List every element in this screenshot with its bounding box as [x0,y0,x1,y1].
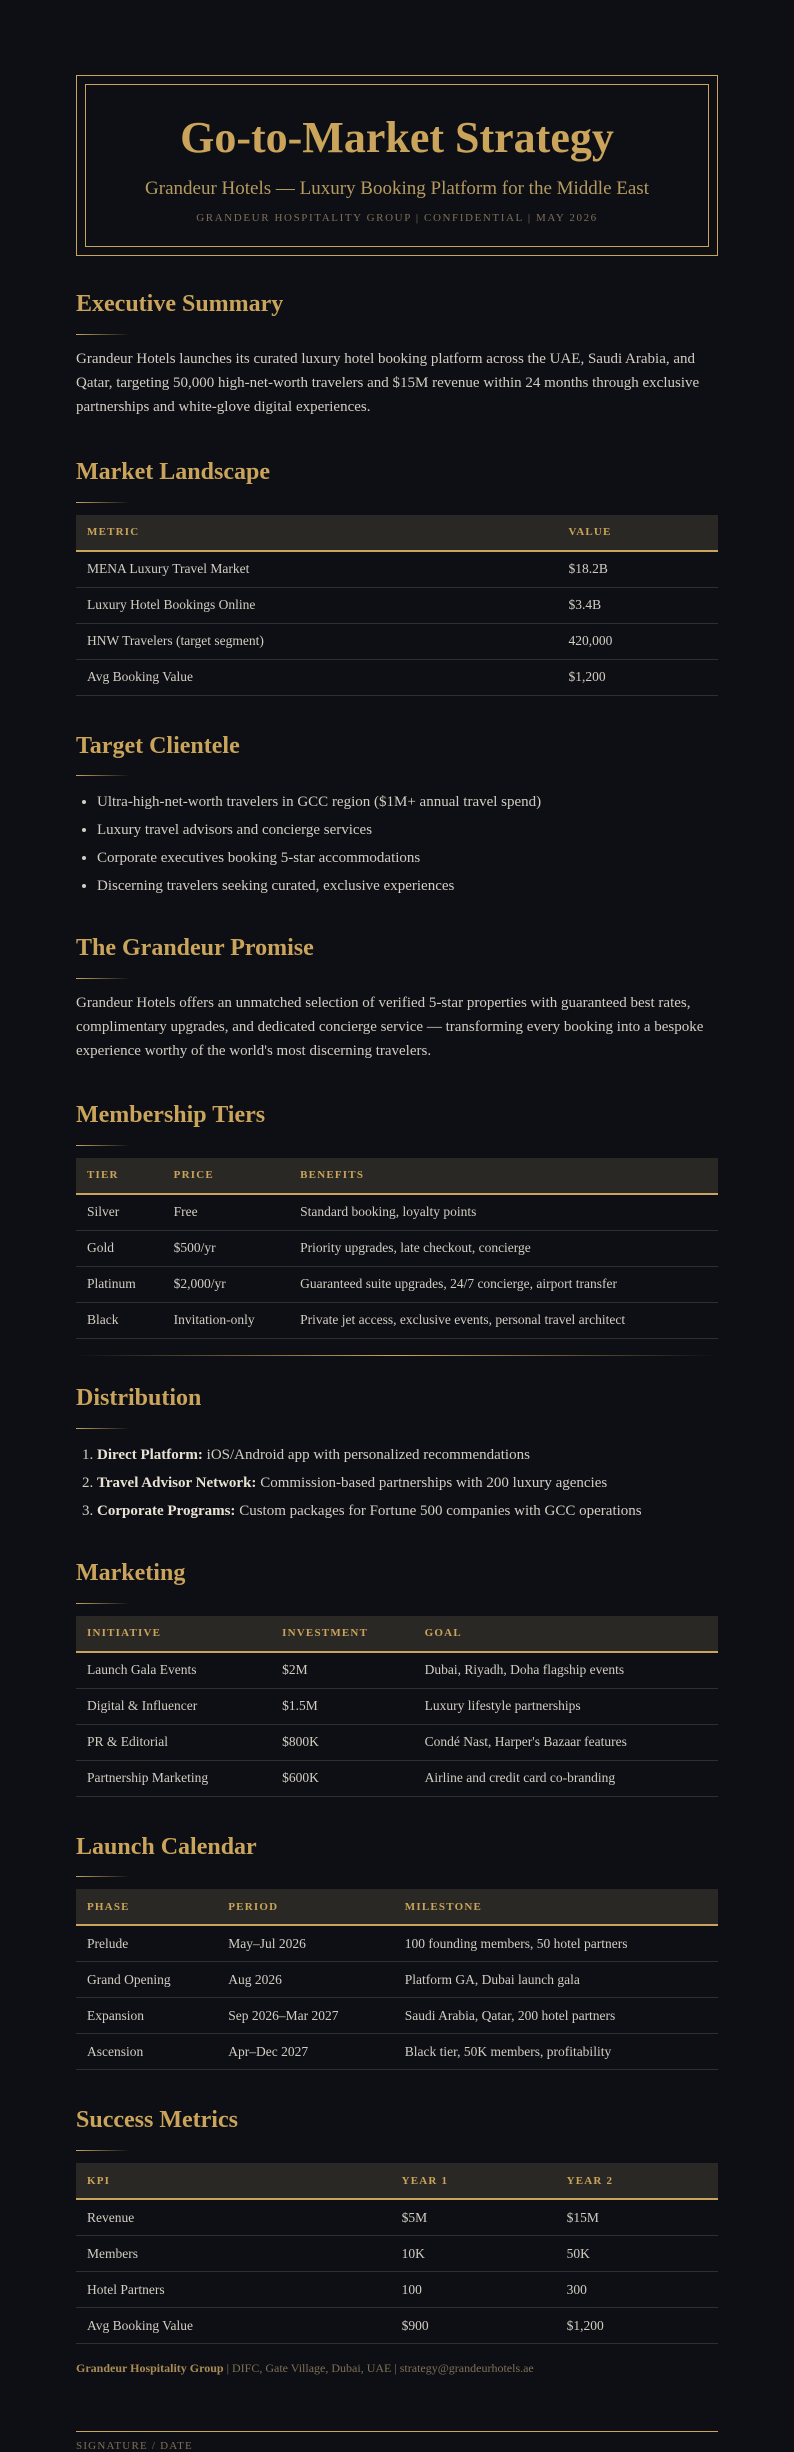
column-header: PRICE [163,1158,289,1194]
target-clientele-section [76,732,718,901]
marketing-section [76,1559,718,1797]
section-heading: Success Metrics [76,2107,238,2134]
executive-summary-section [76,290,718,419]
table-cell: Luxury Hotel Bookings Online [76,587,558,623]
table-cell: Black tier, 50K members, profitability [394,2034,718,2070]
section-heading: Membership Tiers [76,1102,266,1129]
list-item: • Luxury travel advisors and concierge services [97,816,718,844]
table-cell: Partnership Marketing [76,1760,271,1796]
table-row [76,2199,718,2236]
table-row [76,1925,718,1962]
table-header-row [76,1616,718,1652]
footer-org: Grandeur Hospitality Group [76,2361,224,2376]
market-landscape-section [76,458,718,696]
success-metrics-section [76,2106,718,2344]
column-header: KPI [76,2163,391,2199]
list-item: • Discerning travelers seeking curated, exclusive experiences [97,872,718,900]
table-cell: $18.2B [558,551,719,588]
column-header: PHASE [76,1889,217,1925]
table-cell: 50K [556,2236,718,2272]
table-header-row [76,2163,718,2199]
table-cell: Priority upgrades, late checkout, concierge [289,1230,718,1266]
table-cell: Digital & Influencer [76,1688,271,1724]
title-frame-inner [85,84,709,247]
table-cell: $800K [271,1724,414,1760]
column-header: VALUE [558,515,719,551]
section-heading: Market Landscape [76,458,270,485]
table-cell: HNW Travelers (target segment) [76,623,558,659]
table-row [76,623,718,659]
table-row [76,1652,718,1689]
table-cell: $900 [391,2308,556,2344]
table-cell: Standard booking, loyalty points [289,1194,718,1231]
heading-rule [76,1876,130,1877]
table-cell: PR & Editorial [76,1724,271,1760]
column-header: YEAR 1 [391,2163,556,2199]
section-heading: Launch Calendar [76,1833,257,1860]
table-cell: 10K [391,2236,556,2272]
table-cell: Avg Booking Value [76,2308,391,2344]
table-cell: Black [76,1302,163,1338]
membership-tiers-section [76,1101,718,1356]
table-cell: Hotel Partners [76,2272,391,2308]
table-header-row [76,1158,718,1194]
list-item [97,1469,718,1497]
section-heading: Target Clientele [76,732,240,759]
table-cell: $1,200 [556,2308,718,2344]
table-cell: Ascension [76,2034,217,2070]
clientele-list [76,788,718,900]
footer [76,2361,718,2376]
list-item-text: Commission-based partnerships with 200 luxury agencies [256,1474,608,1491]
table-row [76,1302,718,1338]
table-cell: May–Jul 2026 [217,1925,394,1962]
table-cell: Launch Gala Events [76,1652,271,1689]
table-cell: $3.4B [558,587,719,623]
section-heading: Distribution [76,1384,202,1411]
table-cell: Invitation-only [163,1302,289,1338]
list-item-text: Custom packages for Fortune 500 companies with GCC operations [235,1502,642,1519]
table-cell: $5M [391,2199,556,2236]
table-cell: Expansion [76,1998,217,2034]
table-row [76,2236,718,2272]
table-cell: Private jet access, exclusive events, personal travel architect [289,1302,718,1338]
document [76,0,718,2452]
heading-rule [76,2150,130,2151]
heading-rule [76,1603,130,1604]
document-meta: GRANDEUR HOSPITALITY GROUP | CONFIDENTIAL | MAY 2026 [196,211,598,224]
table-cell: MENA Luxury Travel Market [76,551,558,588]
table-header-row [76,515,718,551]
column-header: TIER [76,1158,163,1194]
table-row [76,551,718,588]
list-item: • Corporate executives booking 5-star accommodations [97,844,718,872]
table-cell: Free [163,1194,289,1231]
table-cell: 100 [391,2272,556,2308]
table-cell: $500/yr [163,1230,289,1266]
section-heading: Executive Summary [76,291,284,317]
distribution-section [76,1384,718,1525]
table-row [76,659,718,695]
grandeur-promise-section [76,934,718,1063]
heading-rule [76,1145,130,1146]
table-cell: $2,000/yr [163,1266,289,1302]
column-header: MILESTONE [394,1889,718,1925]
table-cell: Airline and credit card co-branding [414,1760,718,1796]
table-cell: $2M [271,1652,414,1689]
table-cell: $1,200 [558,659,719,695]
table-cell: Sep 2026–Mar 2027 [217,1998,394,2034]
section-heading: The Grandeur Promise [76,935,314,962]
list-item-label: Corporate Programs: [97,1502,236,1519]
table-cell: Grand Opening [76,1962,217,1998]
section-heading: Marketing [76,1559,186,1586]
column-header: PERIOD [217,1889,394,1925]
table-cell: Dubai, Riyadh, Doha flagship events [414,1652,718,1689]
table-cell: Saudi Arabia, Qatar, 200 hotel partners [394,1998,718,2034]
table-row [76,1962,718,1998]
table-row [76,1998,718,2034]
table-header-row [76,1889,718,1925]
metrics-table [76,2163,718,2344]
table-row [76,1724,718,1760]
marketing-table [76,1616,718,1797]
table-cell: Aug 2026 [217,1962,394,1998]
table-cell: 100 founding members, 50 hotel partners [394,1925,718,1962]
table-cell: Prelude [76,1925,217,1962]
table-cell: $1.5M [271,1688,414,1724]
table-cell: 300 [556,2272,718,2308]
table-cell: $15M [556,2199,718,2236]
tiers-table [76,1158,718,1339]
table-row [76,2272,718,2308]
heading-rule [76,775,130,776]
table-cell: Platinum [76,1266,163,1302]
heading-rule [76,502,130,503]
distribution-list [76,1441,718,1525]
column-header: METRIC [76,515,558,551]
title-frame [76,75,718,256]
table-row [76,587,718,623]
table-cell: Members [76,2236,391,2272]
column-header: GOAL [414,1616,718,1652]
table-cell: Platform GA, Dubai launch gala [394,1962,718,1998]
table-cell: Luxury lifestyle partnerships [414,1688,718,1724]
column-header: INVESTMENT [271,1616,414,1652]
table-cell: Gold [76,1230,163,1266]
column-header: YEAR 2 [556,2163,718,2199]
table-cell: $600K [271,1760,414,1796]
table-cell: Apr–Dec 2027 [217,2034,394,2070]
heading-rule [76,1428,130,1429]
signature-label: SIGNATURE / DATE [76,2440,193,2452]
calendar-table [76,1889,718,2070]
list-item-text: iOS/Android app with personalized recommendations [202,1446,530,1463]
list-item: • Ultra-high-net-worth travelers in GCC region ($1M+ annual travel spend) [97,788,718,816]
column-header: INITIATIVE [76,1616,271,1652]
heading-rule [76,334,130,335]
executive-summary-text: Grandeur Hotels launches its curated luxury hotel booking platform across the UAE, Saudi Arabia, and Qatar, targeting 50,000 high-net-worth travelers and $15M revenue within 24 months through exclusive partnerships and white-glove digital experiences. [76,350,700,415]
table-cell: 420,000 [558,623,719,659]
table-row [76,1688,718,1724]
list-item [97,1441,718,1469]
table-row [76,1266,718,1302]
launch-calendar-section [76,1833,718,2071]
signature-line [76,2431,718,2432]
footer-details: | DIFC, Gate Village, Dubai, UAE | strategy@grandeurhotels.ae [223,2361,534,2376]
promise-text: Grandeur Hotels offers an unmatched selection of verified 5-star properties with guaranteed best rates, complimentary upgrades, and dedicated concierge service — transforming every booking into a bespoke experience worthy of the world's most discerning travelers. [76,995,704,1060]
section-divider [76,1355,718,1356]
list-item-label: Travel Advisor Network: [97,1474,257,1491]
column-header: BENEFITS [289,1158,718,1194]
market-table [76,515,718,696]
document-title: Go-to-Market Strategy [180,113,614,162]
list-item [97,1497,718,1525]
table-row [76,1194,718,1231]
document-subtitle: Grandeur Hotels — Luxury Booking Platform for the Middle East [145,177,649,199]
table-cell: Condé Nast, Harper's Bazaar features [414,1724,718,1760]
table-row [76,1760,718,1796]
table-row [76,2308,718,2344]
table-cell: Revenue [76,2199,391,2236]
table-cell: Guaranteed suite upgrades, 24/7 concierge, airport transfer [289,1266,718,1302]
table-cell: Silver [76,1194,163,1231]
table-cell: Avg Booking Value [76,659,558,695]
table-row [76,1230,718,1266]
table-row [76,2034,718,2070]
heading-rule [76,978,130,979]
list-item-label: Direct Platform: [97,1446,203,1463]
